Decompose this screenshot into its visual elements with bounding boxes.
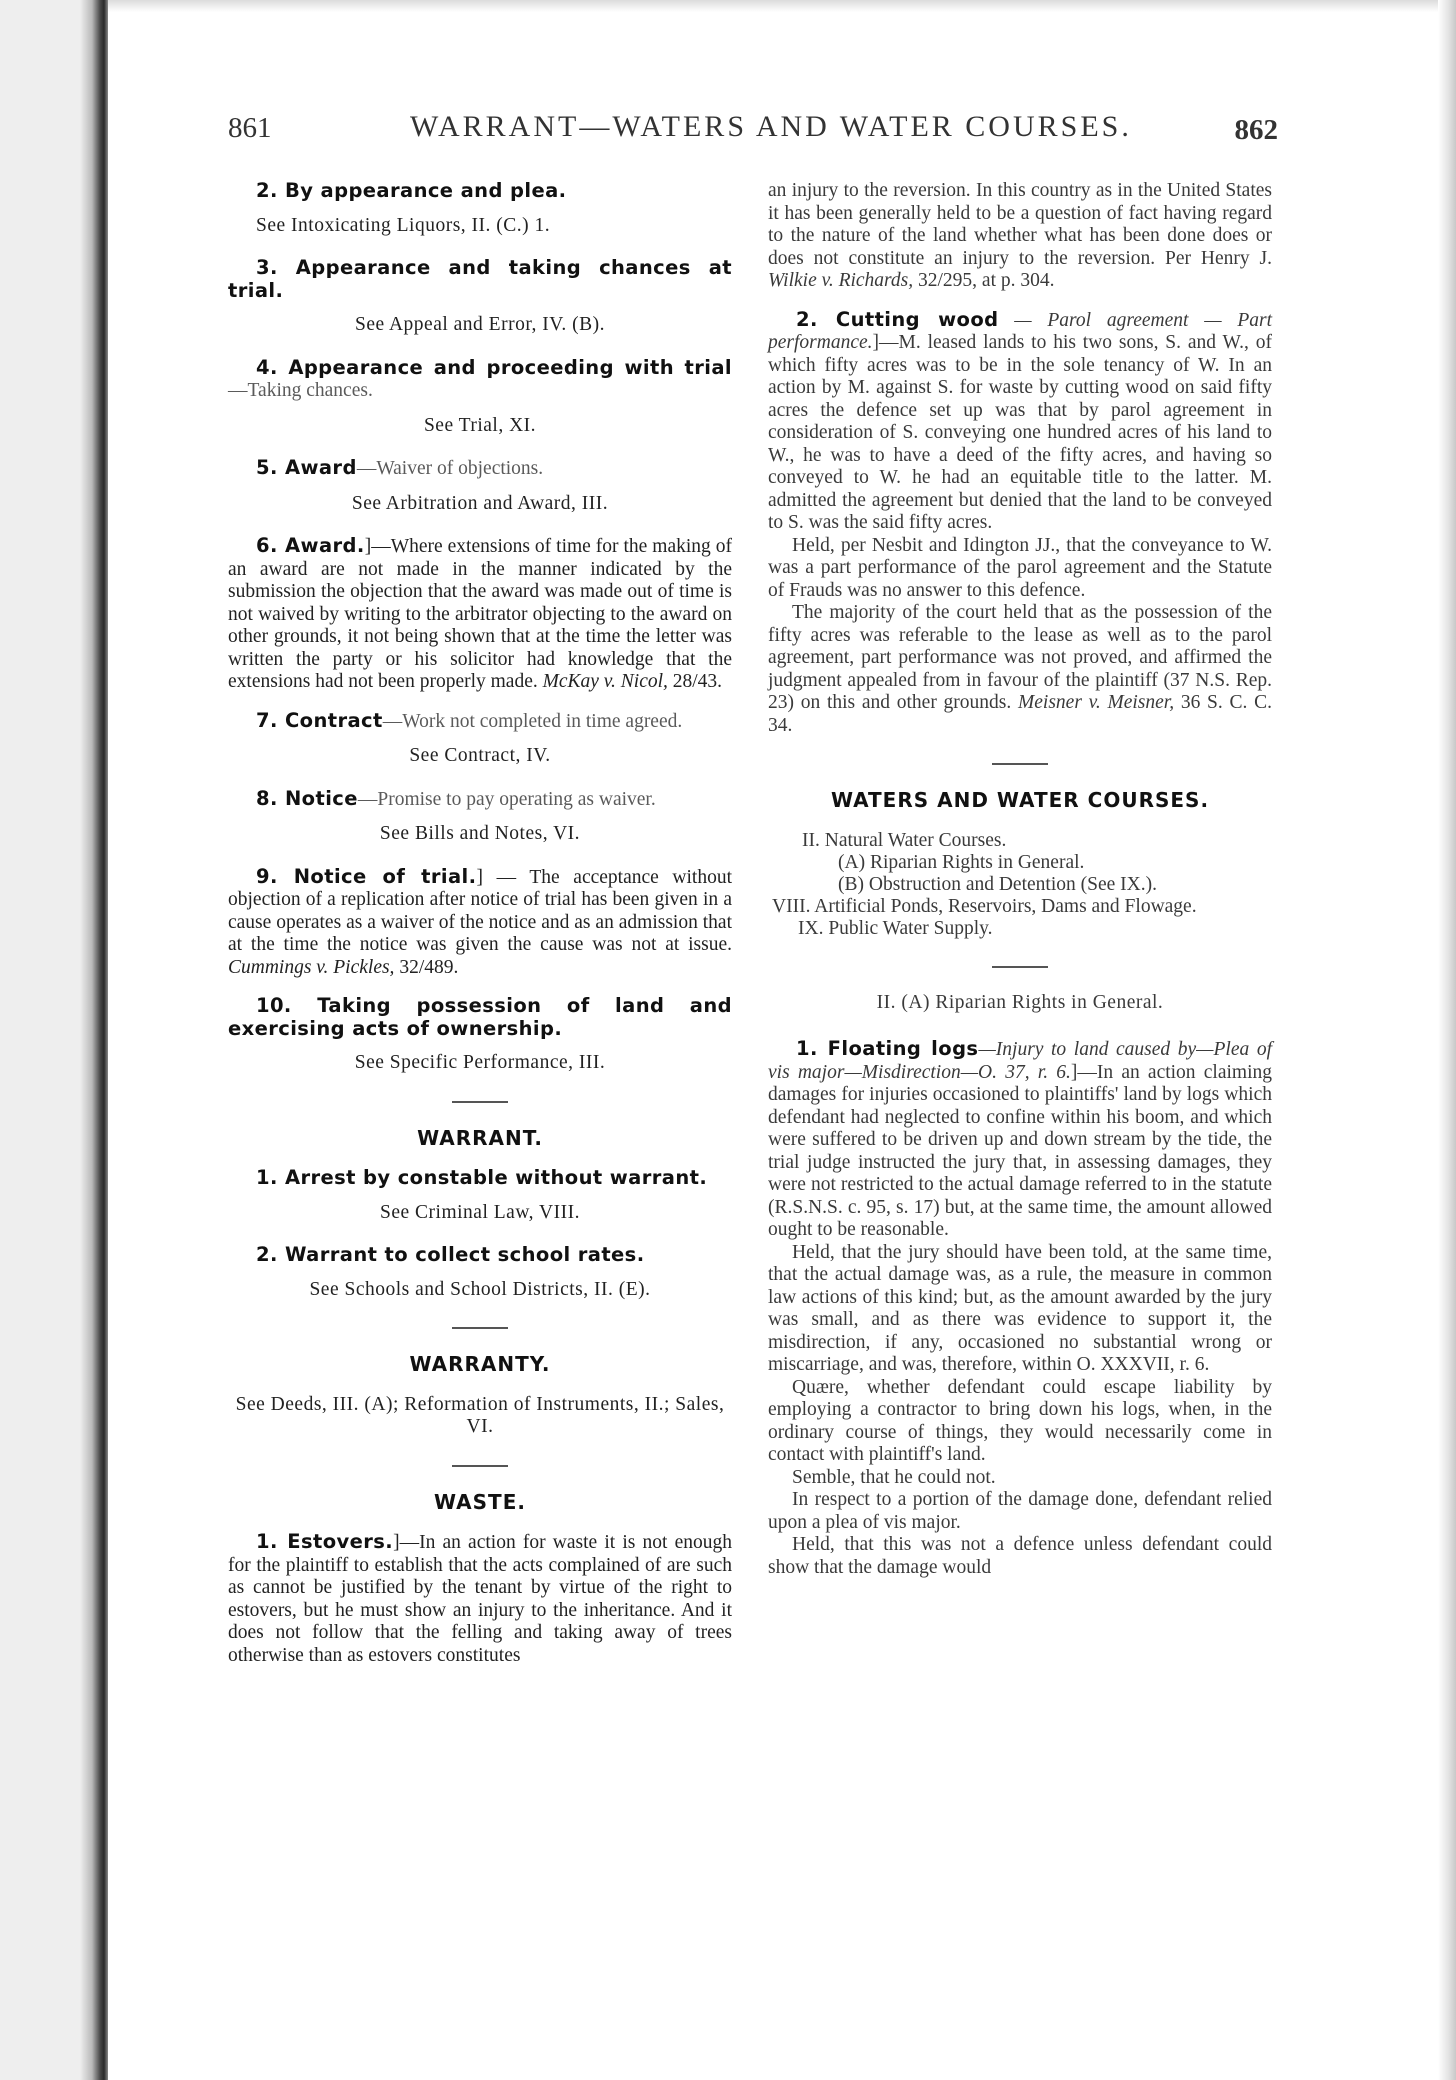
entry-estovers bbox=[228, 1531, 732, 1667]
entry-heading: 3. Appearance and taking chances at trial. bbox=[228, 256, 732, 302]
section-title-warranty: WARRANTY. bbox=[409, 1352, 551, 1376]
case-citation: 32/295, at p. 304. bbox=[918, 270, 1055, 291]
cross-reference: See Arbitration and Award, III. bbox=[351, 492, 609, 514]
entry-paragraph: Held, per Nesbit and Idington JJ., that the conveyance to W. was a part performance of the parol agreement and the Statute of Frauds was no answer to this defence. bbox=[768, 534, 1272, 601]
entry-heading: 2. Warrant to collect school rates. bbox=[256, 1243, 645, 1266]
subsection-heading: II. (A) Riparian Rights in General. bbox=[876, 991, 1164, 1013]
binding-edge bbox=[0, 0, 108, 2080]
entry-heading: 6. Award. bbox=[256, 534, 365, 557]
entry-heading: 7. Contract bbox=[256, 708, 383, 732]
cross-reference: See Contract, IV. bbox=[409, 745, 551, 766]
book-page bbox=[228, 104, 1278, 1666]
running-header bbox=[228, 104, 1278, 150]
outline-item: II. Natural Water Courses. bbox=[802, 829, 1007, 851]
entry-body: ]—Where extensions of time for the making of an award are not made in the manner indicated by the submission the objection that the award was made out of time is not waived by writing to the arbitrator objecting to the award on other grounds, it not being shown that at the time the letter was written the party or his solicitor had knowledge that the extensions had not been properly made. bbox=[228, 536, 732, 692]
entry-by-appearance-and-plea bbox=[228, 180, 732, 237]
section-divider bbox=[452, 1101, 508, 1103]
outline-item: (A) Riparian Rights in General. bbox=[838, 851, 1085, 873]
section-title-waste: WASTE. bbox=[434, 1489, 526, 1514]
entry-subject: —Waiver of objections. bbox=[356, 458, 544, 479]
entry-paragraph: Held, that this was not a defence unless defendant could show that the damage would bbox=[768, 1534, 1272, 1578]
section-divider bbox=[452, 1465, 508, 1467]
cross-reference: See Bills and Notes, VI. bbox=[379, 823, 581, 844]
entry-heading: 10. Taking possession of land and exercising acts of ownership. bbox=[228, 994, 732, 1040]
entry-heading: 1. Arrest by constable without warrant. bbox=[256, 1166, 708, 1189]
entry-contract bbox=[228, 710, 732, 768]
entry-paragraph: Quære, whether defendant could escape liability by employing a contractor to bring down his logs, when, in the ordinary course of things, they would necessarily come in contact with plaintiff's land. bbox=[768, 1376, 1272, 1465]
entry-notice bbox=[228, 788, 732, 846]
case-citation: 32/489. bbox=[399, 956, 459, 978]
entry-estovers-continued bbox=[768, 180, 1272, 293]
case-name: Meisner v. Meisner, bbox=[1018, 692, 1175, 713]
case-name: McKay v. Nicol, bbox=[542, 671, 668, 692]
page-number-right: 862 bbox=[1234, 114, 1278, 146]
cross-reference: See Specific Performance, III. bbox=[354, 1052, 606, 1073]
entry-heading: 9. Notice of trial. bbox=[256, 864, 477, 888]
entry-taking-possession bbox=[228, 995, 732, 1075]
section-divider bbox=[992, 966, 1048, 968]
outline-item: IX. Public Water Supply. bbox=[798, 917, 993, 939]
section-divider bbox=[992, 763, 1048, 765]
section-title-warrant: WARRANT. bbox=[417, 1125, 543, 1150]
entry-heading: 1. Estovers. bbox=[256, 1530, 394, 1553]
entry-subject: —Promise to pay operating as waiver. bbox=[357, 788, 656, 810]
entry-body: ] — The acceptance without objection of a replication after notice of trial has been given in a cause operates as a waiver of the notice and as an admission that at the time the notice was given the cause was not at issue. bbox=[228, 866, 732, 955]
entry-heading: 2. Cutting wood bbox=[796, 307, 999, 331]
entry-body: ]—In an action for waste it is not enough for the plaintiff to establish that the acts complained of are such as cannot be justified by the tenant by virtue of the right to estovers, but he must show an injury to the inheritance. And it does not follow that the felling and taking away of trees otherwise than as estovers constitutes bbox=[228, 1532, 732, 1666]
entry-paragraph: Semble, that he could not. bbox=[792, 1466, 996, 1488]
entry-arrest bbox=[228, 1167, 732, 1224]
entry-subject: —Injury to land caused by—Plea of vis major—Misdirection—O. 37, r. 6. bbox=[768, 1039, 1272, 1083]
entry-subject: —Taking chances. bbox=[228, 380, 373, 401]
entry-heading: 4. Appearance and proceeding with trial bbox=[256, 355, 732, 379]
entry-cutting-wood bbox=[768, 309, 1272, 738]
cross-reference: See Trial, XI. bbox=[423, 414, 537, 436]
right-column bbox=[768, 180, 1272, 1595]
entry-paragraph: In respect to a portion of the damage done, defendant relied upon a plea of vis major. bbox=[768, 1489, 1272, 1533]
entry-heading: 8. Notice bbox=[256, 786, 358, 810]
cross-reference: See Deeds, III. (A); Reformation of Instruments, II.; Sales, VI. bbox=[235, 1393, 725, 1437]
case-name: Cummings v. Pickles, bbox=[228, 956, 395, 978]
page-top-edge bbox=[108, 0, 1456, 12]
entry-appearance-taking-chances bbox=[228, 257, 732, 337]
cross-reference: See Schools and School Districts, II. (E). bbox=[309, 1278, 651, 1300]
cross-reference: See Appeal and Error, IV. (B). bbox=[355, 314, 605, 335]
entry-paragraph: Held, that the jury should have been told, at the same time, that the actual damage was, as a rule, the measure in common law actions of this kind; but, as the amount awarded by the jury was small, and as there was evidence to support it, the misdirection, if any, occasioned no substantial wrong or miscarriage, and was, therefore, within O. XXXVII, r. 6. bbox=[768, 1241, 1272, 1375]
entry-heading: 1. Floating logs bbox=[796, 1037, 979, 1060]
left-column bbox=[228, 180, 732, 1683]
entry-notice-of-trial bbox=[228, 866, 732, 980]
entry-body: ]—M. leased lands to his two sons, S. and W., of which fifty acres was to be in the sole tenancy of W. In an action by M. against S. for waste by cutting wood on said fifty acres the defence set up was that by parol agreement in consideration of S. conveying one hundred acres of his land to W., he was to have a deed of the fifty acres, and having so conveyed to W. he had an equitable title to the latter. M. admitted the agreement but denied that the land to be conveyed to S. was the said fifty acres. bbox=[768, 332, 1272, 533]
page-number-left: 861 bbox=[228, 112, 272, 144]
case-citation: 36 S. C. C. 34. bbox=[768, 692, 1272, 736]
entry-heading: 5. Award bbox=[256, 456, 357, 479]
outline-item: VIII. Artificial Ponds, Reservoirs, Dams and Flowage. bbox=[772, 895, 1197, 917]
running-title: WARRANT—WATERS AND WATER COURSES. bbox=[410, 110, 1132, 143]
section-outline bbox=[772, 830, 1272, 940]
entry-body: ]—In an action claiming damages for injuries occasioned to plaintiffs' land by logs which defendant had neglected to confine within his boom, and which were suffered to be driven up and down stream by the tide, the trial judge instructed the jury that, in assessing damages, they were not restricted to the actual damage referred to in the statute (R.S.N.S. c. 95, s. 17) but, at the same time, the amount allowed ought to be reasonable. bbox=[768, 1061, 1272, 1240]
entry-subject: — Parol agreement — Part performance. bbox=[768, 309, 1273, 353]
entry-school-rates bbox=[228, 1244, 732, 1301]
section-divider bbox=[452, 1327, 508, 1329]
section-title-waters: WATERS AND WATER COURSES. bbox=[830, 788, 1210, 812]
entry-floating-logs bbox=[768, 1038, 1272, 1579]
entry-award bbox=[228, 535, 732, 694]
case-citation: 28/43. bbox=[672, 671, 723, 692]
entry-appearance-proceeding bbox=[228, 357, 732, 438]
entry-paragraph: The majority of the court held that as the possession of the fifty acres was referable to the lease as well as to the parol agreement, part performance was not proved, and affirmed the judgment appealed from in favour of the plaintiff (37 N.S. Rep. 23) on this and other grounds. bbox=[768, 602, 1272, 713]
entry-subject: —Work not completed in time agreed. bbox=[382, 710, 683, 732]
entry-body: an injury to the reversion. In this country as in the United States it has been generally held to be a question of fact having regard to the nature of the land whether what has been done does or does not constitute an injury to the reversion. Per Henry J. bbox=[768, 180, 1272, 269]
outline-item: (B) Obstruction and Detention (See IX.). bbox=[838, 873, 1157, 895]
entry-heading: 2. By appearance and plea. bbox=[256, 179, 567, 202]
cross-reference: See Intoxicating Liquors, II. (C.) 1. bbox=[256, 214, 551, 236]
case-name: Wilkie v. Richards, bbox=[768, 270, 914, 291]
cross-reference: See Criminal Law, VIII. bbox=[380, 1201, 580, 1223]
entry-award-waiver bbox=[228, 457, 732, 515]
page-right-edge bbox=[1438, 0, 1456, 2080]
